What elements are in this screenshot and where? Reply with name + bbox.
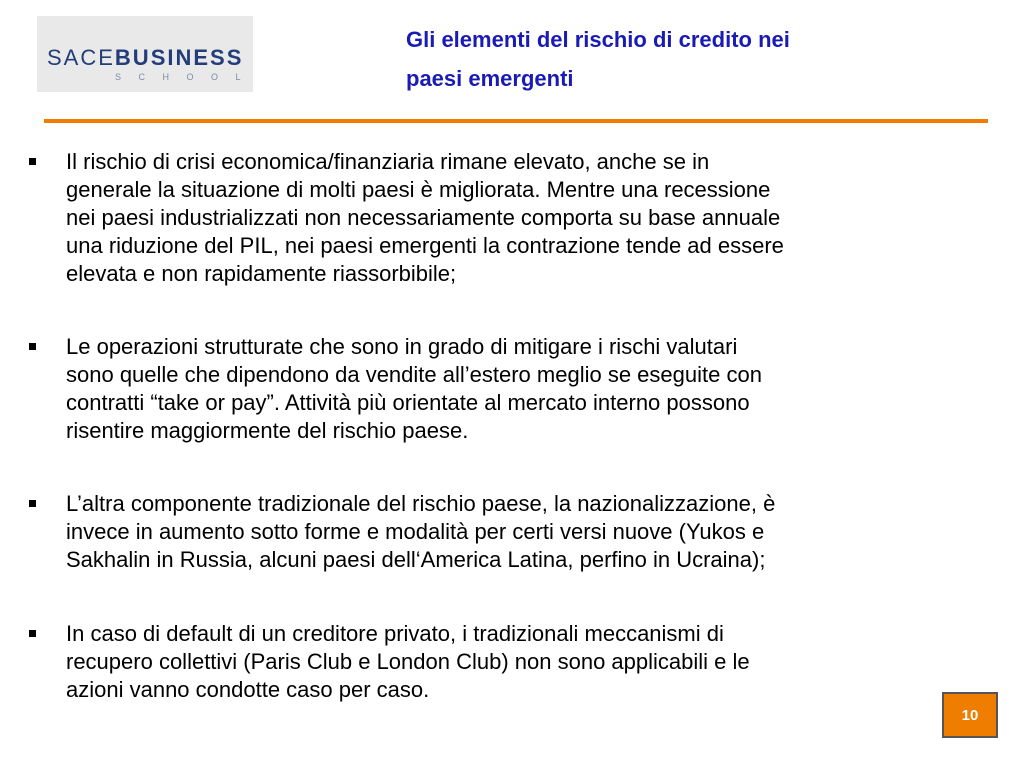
logo-school-text: SCHOOL	[115, 72, 259, 82]
square-bullet-icon	[29, 343, 36, 350]
square-bullet-icon	[29, 500, 36, 507]
bullet-line: contratti “take or pay”. Attività più orientate al mercato interno possono	[66, 390, 750, 415]
bullet-line: una riduzione del PIL, nei paesi emergenti la contrazione tende ad essere	[66, 233, 784, 258]
bullet-line: elevata e non rapidamente riassorbibile;	[66, 261, 457, 286]
bullet-line: generale la situazione di molti paesi è migliorata. Mentre una recessione	[66, 177, 771, 202]
logo-wordmark	[47, 46, 243, 70]
bullet-line: In caso di default di un creditore privato, i tradizionali meccanismi di	[66, 621, 724, 646]
bullet-item	[24, 148, 999, 288]
page-number: 10	[961, 706, 979, 724]
bullet-line: risentire maggiormente del rischio paese.	[66, 418, 469, 443]
bullet-line: Sakhalin in Russia, alcuni paesi dell‘America Latina, perfino in Ucraina);	[66, 547, 766, 572]
title-divider	[44, 119, 988, 123]
bullet-list	[24, 148, 999, 704]
logo-business-text: BUSINESS	[114, 45, 244, 70]
logo-sace-text: SACE	[47, 45, 115, 70]
bullet-line: recupero collettivi (Paris Club e London Club) non sono applicabili e le	[66, 649, 750, 674]
slide-title-line-2: paesi emergenti	[406, 66, 574, 91]
sace-business-school-logo	[37, 16, 259, 92]
square-bullet-icon	[29, 158, 36, 165]
bullet-line: azioni vanno condotte caso per caso.	[66, 677, 430, 702]
square-bullet-icon	[29, 630, 36, 637]
bullet-line: L’altra componente tradizionale del rischio paese, la nazionalizzazione, è	[66, 491, 776, 516]
bullet-line: invece in aumento sotto forme e modalità per certi versi nuove (Yukos e	[66, 519, 765, 544]
bullet-item	[24, 620, 999, 704]
bullet-item	[24, 333, 999, 445]
bullet-line: sono quelle che dipendono da vendite all’estero meglio se eseguite con	[66, 362, 762, 387]
bullet-line: nei paesi industrializzati non necessariamente comporta su base annuale	[66, 205, 781, 230]
slide-title	[406, 20, 996, 98]
bullet-item	[24, 490, 999, 574]
bullet-line: Il rischio di crisi economica/finanziaria rimane elevato, anche se in	[66, 149, 710, 174]
bullet-line: Le operazioni strutturate che sono in grado di mitigare i rischi valutari	[66, 334, 738, 359]
page-number-badge	[942, 692, 998, 738]
slide-title-line-1: Gli elementi del rischio di credito nei	[406, 27, 790, 52]
